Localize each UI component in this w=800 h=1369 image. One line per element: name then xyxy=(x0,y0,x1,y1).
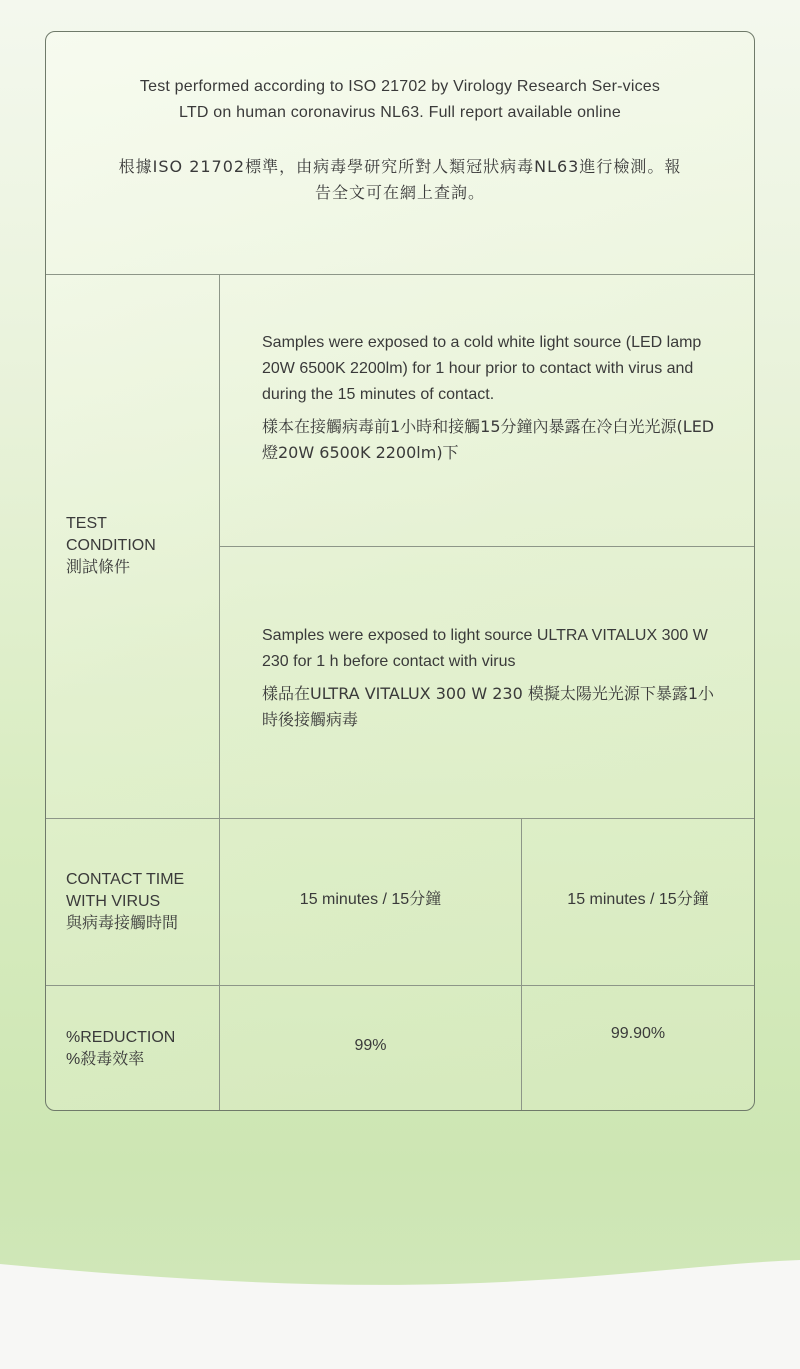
results-card xyxy=(45,31,755,1111)
reduction-value-2: 99.90% xyxy=(610,1025,666,1042)
condition-row-divider xyxy=(219,546,754,547)
contact-time-value-2: 15 minutes / 15分鐘 xyxy=(567,891,709,908)
background-wave xyxy=(0,1230,800,1369)
reduction-label xyxy=(66,1027,175,1071)
test-condition-label-en-2: CONDITION xyxy=(66,537,156,554)
test-condition-label xyxy=(66,513,156,579)
condition-1-text-en: Samples were exposed to a cold white light source (LED lamp 20W 6500K 2200lm) for 1 hour prior to contact with virus and during the 15 minutes of contact. xyxy=(262,334,702,403)
test-condition-label-en-1: TEST xyxy=(66,515,107,532)
reduction-value-1: 99% xyxy=(354,1037,387,1054)
condition-2-text-en: Samples were exposed to light source ULTRA VITALUX 300 W 230 for 1 h before contact with virus xyxy=(262,627,708,670)
contact-time-label-zh: 與病毒接觸時間 xyxy=(66,915,179,932)
reduction-label-en: %REDUCTION xyxy=(66,1029,176,1046)
reduction-row-divider xyxy=(46,985,754,986)
value-column-divider xyxy=(521,818,522,1110)
contact-row-divider xyxy=(46,818,754,819)
contact-time-label xyxy=(66,869,184,935)
test-condition-label-zh: 測試條件 xyxy=(66,559,131,576)
intro-section xyxy=(46,32,754,275)
condition-cell-1 xyxy=(262,330,722,466)
condition-1-text-zh: 樣本在接觸病毒前1小時和接觸15分鐘內暴露在冷白光光源(LED燈20W 6500K 2200lm)下 xyxy=(262,417,715,462)
contact-time-label-en-1: CONTACT TIME xyxy=(66,871,185,888)
reduction-label-zh: %殺毒效率 xyxy=(66,1051,145,1068)
intro-text-en: Test performed according to ISO 21702 by Virology Research Ser-vices LTD on human coronavirus NL63. Full report available online xyxy=(139,78,661,121)
contact-time-label-en-2: WITH VIRUS xyxy=(66,893,161,910)
intro-text-zh: 根據ISO 21702標準，由病毒學研究所對人類冠狀病毒NL63進行檢測。報告全文可在網上查詢。 xyxy=(118,157,682,202)
condition-2-text-zh: 樣品在ULTRA VITALUX 300 W 230 模擬太陽光光源下暴露1小時後接觸病毒 xyxy=(262,684,715,729)
contact-time-value-1: 15 minutes / 15分鐘 xyxy=(299,891,442,908)
condition-cell-2 xyxy=(262,623,722,733)
